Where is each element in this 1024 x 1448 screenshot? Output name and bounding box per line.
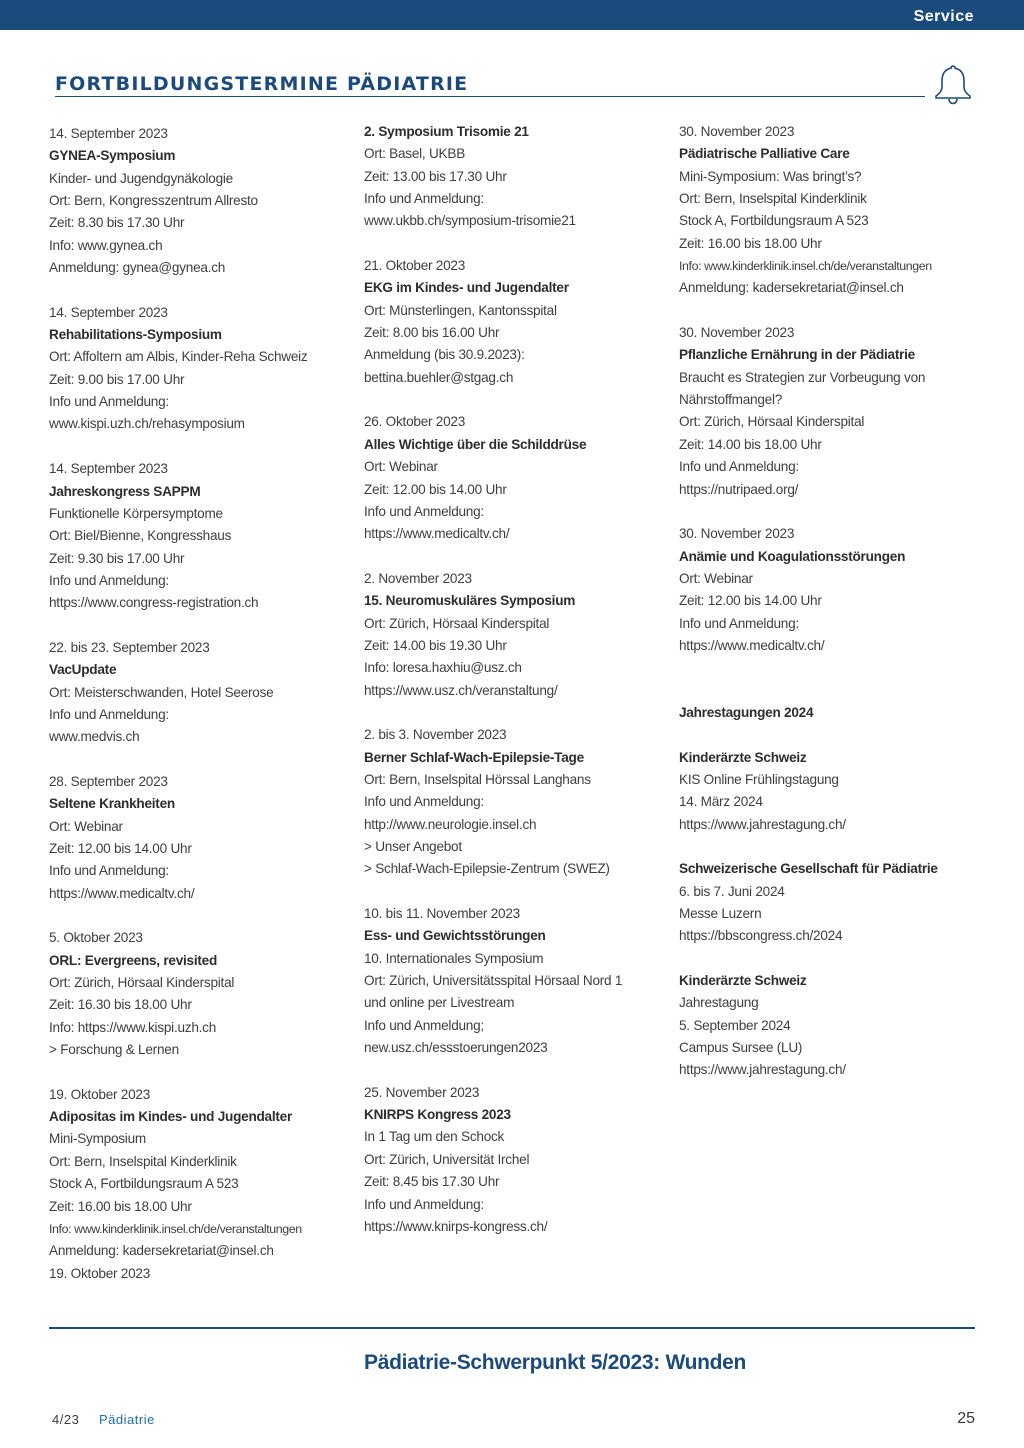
event-detail: 5. Oktober 2023 [49, 930, 143, 946]
event-detail: https://www.jahrestagung.ch/ [679, 1062, 846, 1078]
event-entry [49, 123, 349, 279]
event-detail: Messe Luzern [679, 906, 762, 922]
page-title: FORTBILDUNGSTERMINE PÄDIATRIE [55, 73, 469, 95]
event-detail: 30. November 2023 [679, 526, 795, 542]
event-detail: Ort: Zürich, Universitätsspital Hörsaal Nord 1 [364, 973, 623, 989]
next-issue-headline: Pädiatrie-Schwerpunkt 5/2023: Wunden [364, 1351, 747, 1374]
event-detail: 14. September 2023 [49, 126, 168, 141]
event-detail: In 1 Tag um den Schock [364, 1129, 505, 1145]
event-detail: Zeit: 16.00 bis 18.00 Uhr [679, 235, 822, 251]
event-entry [364, 1082, 664, 1238]
event-detail: Nährstoffmangel? [679, 392, 783, 408]
event-detail: new.usz.ch/essstoerungen2023 [364, 1040, 548, 1056]
event-detail: Zeit: 12.00 bis 14.00 Uhr [364, 481, 507, 497]
event-detail: 2. November 2023 [364, 570, 472, 586]
event-detail: Mini-Symposium: Was bringt’s? [679, 168, 862, 184]
event-detail: > Unser Angebot [364, 839, 462, 854]
event-title: Rehabilitations-Symposium [49, 327, 222, 343]
event-entry [679, 970, 979, 1082]
event-entry [679, 322, 979, 501]
event-title: VacUpdate [49, 662, 117, 678]
event-detail: 30. November 2023 [679, 124, 795, 139]
event-detail: https://www.medicaltv.ch/ [679, 637, 825, 653]
event-detail: Anmeldung: kadersekretariat@insel.ch [49, 1243, 274, 1259]
event-detail: Ort: Biel/Bienne, Kongresshaus [49, 528, 232, 544]
event-title: 15. Neuromuskuläres Symposium [364, 593, 576, 609]
event-detail: 22. bis 23. September 2023 [49, 639, 210, 655]
event-detail: Info und Anmeldung: [364, 1196, 484, 1212]
event-detail: 14. September 2023 [49, 461, 168, 477]
event-detail: Ort: Meisterschwanden, Hotel Seerose [49, 684, 274, 700]
event-detail: https://www.medicaltv.ch/ [49, 885, 195, 901]
event-detail: 28. September 2023 [49, 773, 168, 789]
event-title: Seltene Krankheiten [49, 796, 175, 812]
event-detail: Braucht es Strategien zur Vorbeugung von [679, 369, 926, 385]
events-column-3 [679, 121, 979, 1104]
event-detail: Info und Anmeldung: [364, 794, 484, 810]
event-title: Kinderärzte Schweiz [679, 973, 807, 989]
event-detail: https://www.usz.ch/veranstaltung/ [364, 682, 558, 698]
event-title: Pädiatrische Palliative Care [679, 146, 850, 162]
section-bar [0, 0, 1024, 30]
event-detail: Ort: Webinar [364, 459, 438, 475]
event-entry [49, 927, 349, 1061]
event-detail: Zeit: 8.00 bis 16.00 Uhr [364, 325, 500, 341]
event-detail: Zeit: 8.30 bis 17.30 Uhr [49, 215, 185, 231]
event-detail: 5. September 2024 [679, 1017, 791, 1033]
event-entry [679, 702, 979, 724]
event-detail: 10. Internationales Symposium [364, 950, 544, 966]
event-detail: Anmeldung (bis 30.9.2023): [364, 347, 525, 363]
event-detail: Zeit: 9.30 bis 17.00 Uhr [49, 550, 185, 566]
event-detail: Ort: Zürich, Hörsaal Kinderspital [679, 414, 865, 430]
event-entry [364, 411, 664, 545]
title-divider [55, 96, 925, 97]
event-title: KNIRPS Kongress 2023 [364, 1107, 511, 1123]
event-detail: Ort: Webinar [49, 818, 123, 834]
event-title: Ess- und Gewichtsstörungen [364, 928, 546, 944]
event-detail: Info: https://www.kispi.uzh.ch [49, 1019, 217, 1035]
event-entry [364, 903, 664, 1059]
event-detail: Ort: Bern, Inselspital Kinderklinik [49, 1153, 237, 1169]
event-title: Kinderärzte Schweiz [679, 749, 807, 765]
event-entry [49, 458, 349, 614]
event-detail: Anmeldung: kadersekretariat@insel.ch [679, 280, 904, 296]
event-entry [364, 121, 664, 233]
event-detail: Zeit: 8.45 bis 17.30 Uhr [364, 1174, 500, 1190]
event-detail: 19. Oktober 2023 [49, 1265, 151, 1281]
spacer [679, 680, 979, 702]
event-detail: Ort: Zürich, Hörsaal Kinderspital [364, 615, 550, 631]
event-title: GYNEA-Symposium [49, 148, 176, 164]
event-detail: bettina.buehler@stgag.ch [364, 369, 514, 385]
event-detail: Info und Anmeldung: [49, 394, 169, 410]
event-detail: Anmeldung: gynea@gynea.ch [49, 260, 226, 276]
event-detail: 21. Oktober 2023 [364, 258, 466, 274]
event-entry [49, 771, 349, 905]
event-detail: www.medvis.ch [49, 729, 140, 745]
event-detail: Ort: Bern, Inselspital Hörssal Langhans [364, 771, 591, 787]
event-title: 2. Symposium Trisomie 21 [364, 124, 529, 139]
event-detail: Info und Anmeldung: [679, 459, 799, 475]
event-detail: Info: loresa.haxhiu@usz.ch [364, 660, 522, 676]
event-title: Jahreskongress SAPPM [49, 483, 201, 499]
event-entry [49, 637, 349, 749]
event-detail: Info und Anmeldung: [364, 503, 484, 519]
event-detail: 10. bis 11. November 2023 [364, 906, 520, 922]
event-title: Jahrestagungen 2024 [679, 704, 814, 720]
event-detail: Info und Anmeldung: [364, 191, 484, 207]
event-title: Schweizerische Gesellschaft für Pädiatrie [679, 861, 938, 877]
event-detail: Zeit: 16.00 bis 18.00 Uhr [49, 1198, 192, 1214]
event-detail: Ort: Bern, Kongresszentrum Allresto [49, 193, 258, 209]
event-detail: Funktionelle Körpersymptome [49, 505, 223, 521]
event-detail: Ort: Münsterlingen, Kantonsspital [364, 302, 557, 318]
event-detail: Ort: Affoltern am Albis, Kinder-Reha Schweiz [49, 349, 308, 365]
event-title: Berner Schlaf-Wach-Epilepsie-Tage [364, 749, 584, 765]
event-detail: 14. März 2024 [679, 794, 763, 810]
event-detail: Info und Anmeldung; [364, 1017, 484, 1033]
event-detail: https://www.jahrestagung.ch/ [679, 816, 846, 832]
event-detail: Info: www.kinderklinik.insel.ch/de/veranstaltungen [679, 259, 932, 274]
event-detail: Info und Anmeldung: [679, 615, 799, 631]
event-title: Anämie und Koagulationsstörungen [679, 548, 906, 564]
event-detail: https://www.congress-registration.ch [49, 595, 259, 611]
event-detail: Ort: Webinar [679, 570, 753, 586]
event-detail: Info: www.kinderklinik.insel.ch/de/veranstaltungen [49, 1221, 302, 1236]
bell-icon [933, 63, 973, 105]
event-entry [364, 568, 664, 702]
event-detail: 2. bis 3. November 2023 [364, 727, 507, 743]
event-detail: https://www.medicaltv.ch/ [364, 526, 510, 542]
event-entry [679, 858, 979, 947]
footer-divider [49, 1327, 975, 1329]
event-title: EKG im Kindes- und Jugendalter [364, 280, 569, 296]
event-detail: Info und Anmeldung: [49, 863, 169, 879]
event-entry [364, 724, 664, 880]
event-detail: Zeit: 12.00 bis 14.00 Uhr [49, 841, 192, 856]
event-title: ORL: Evergreens, revisited [49, 952, 218, 968]
section-label: Service [913, 8, 974, 25]
event-detail: 26. Oktober 2023 [364, 414, 466, 430]
event-entry [679, 747, 979, 836]
event-detail: Mini-Symposium [49, 1131, 146, 1147]
event-detail: und online per Livestream [364, 995, 515, 1011]
event-detail: Info und Anmeldung: [49, 706, 169, 722]
event-detail: Stock A, Fortbildungsraum A 523 [679, 213, 869, 229]
event-detail: 6. bis 7. Juni 2024 [679, 883, 785, 899]
event-detail: https://nutripaed.org/ [679, 481, 799, 497]
event-detail: Zeit: 16.30 bis 18.00 Uhr [49, 997, 192, 1013]
issue-number: 4/23 [52, 1412, 80, 1427]
event-detail: Info und Anmeldung: [49, 572, 169, 588]
event-detail: http://www.neurologie.insel.ch [364, 816, 537, 832]
event-title: Adipositas im Kindes- und Jugendalter [49, 1109, 293, 1125]
event-detail: Campus Sursee (LU) [679, 1040, 803, 1056]
magazine-name: Pädiatrie [99, 1412, 155, 1427]
event-detail: Zeit: 14.00 bis 18.00 Uhr [679, 436, 822, 452]
event-detail: Ort: Zürich, Hörsaal Kinderspital [49, 975, 235, 991]
event-detail: Stock A, Fortbildungsraum A 523 [49, 1176, 239, 1192]
event-detail: Ort: Bern, Inselspital Kinderklinik [679, 191, 867, 207]
event-detail: Jahrestagung [679, 995, 759, 1011]
event-entry [679, 523, 979, 657]
event-detail: Zeit: 12.00 bis 14.00 Uhr [679, 593, 822, 609]
event-detail: www.kispi.uzh.ch/rehasymposium [49, 416, 245, 432]
event-entry [49, 302, 349, 436]
event-detail: 14. September 2023 [49, 304, 168, 320]
page-number: 25 [957, 1410, 975, 1427]
event-detail: 25. November 2023 [364, 1084, 480, 1100]
event-entry [49, 1084, 349, 1285]
events-column-2 [364, 121, 664, 1261]
event-detail: KIS Online Frühlingstagung [679, 771, 839, 787]
event-detail: Zeit: 14.00 bis 19.30 Uhr [364, 637, 507, 653]
event-detail: 30. November 2023 [679, 325, 795, 341]
event-detail: 19. Oktober 2023 [49, 1086, 151, 1102]
event-detail: > Forschung & Lernen [49, 1042, 179, 1058]
event-detail: https://bbscongress.ch/2024 [679, 928, 843, 944]
event-detail: Ort: Basel, UKBB [364, 146, 466, 162]
event-entry [364, 255, 664, 389]
event-detail: > Schlaf-Wach-Epilepsie-Zentrum (SWEZ) [364, 861, 610, 877]
event-title: Alles Wichtige über die Schilddrüse [364, 436, 587, 452]
event-detail: https://www.knirps-kongress.ch/ [364, 1218, 548, 1234]
event-entry [679, 121, 979, 300]
event-detail: Kinder- und Jugendgynäkologie [49, 170, 233, 186]
event-detail: Ort: Zürich, Universität Irchel [364, 1151, 530, 1167]
event-detail: Zeit: 9.00 bis 17.00 Uhr [49, 371, 185, 387]
event-detail: Zeit: 13.00 bis 17.30 Uhr [364, 168, 507, 184]
event-detail: Info: www.gynea.ch [49, 237, 163, 253]
event-title: Pflanzliche Ernährung in der Pädiatrie [679, 347, 915, 363]
event-detail: www.ukbb.ch/symposium-trisomie21 [364, 213, 576, 229]
events-column-1 [49, 123, 349, 1307]
